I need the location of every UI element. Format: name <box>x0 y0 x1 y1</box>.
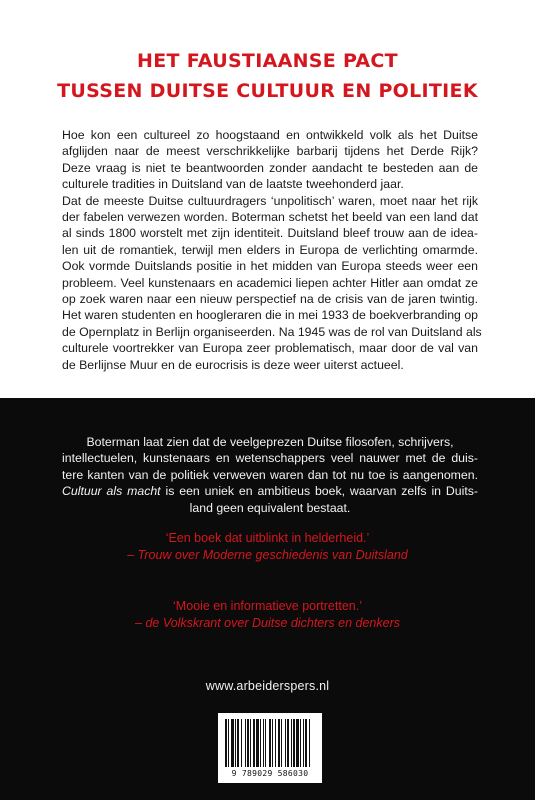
quote-attribution <box>0 615 535 632</box>
quote-prefix: – de Volkskrant over <box>135 615 252 630</box>
blurb-line: len uit de romantiek, terwijl men elders in Europa de verlichting omarmde. <box>62 242 478 257</box>
barcode-bar <box>293 719 295 767</box>
summary-line <box>62 483 478 499</box>
barcode-bar <box>260 719 261 767</box>
barcode-bar <box>272 719 273 767</box>
blurb-line: Deze vraag is niet te beantwoorden zonder aandacht te besteden aan de <box>62 160 478 175</box>
summary-line-rest: is een uniek en ambitieus boek, waarvan zelfs in Duits- <box>160 484 478 499</box>
barcode-bar <box>303 719 304 767</box>
barcode-bar <box>287 719 289 767</box>
headline <box>0 46 535 106</box>
review-quote-1 <box>0 530 535 563</box>
headline-line-2: TUSSEN DUITSE CULTUUR EN POLITIEK <box>57 80 478 102</box>
blurb-line: Het waren studenten en hoogleraren die in mei 1933 de boekverbranding op <box>62 308 478 323</box>
summary-text <box>62 434 478 516</box>
upper-white-panel <box>0 0 535 398</box>
summary-line: intellectuelen, kunstenaars en wetenschappers veel nauwer met de duis- <box>62 451 478 466</box>
barcode-bar <box>247 719 249 767</box>
quote-source: Duitse dichters en denkers <box>251 615 400 630</box>
quote-attribution <box>0 547 535 564</box>
barcode-bar <box>300 719 301 767</box>
blurb-line: probleem. Veel kunstenaars en academici liepen achter Hitler aan omdat ze <box>62 275 478 290</box>
barcode-bar <box>237 719 239 767</box>
barcode-bars <box>224 719 316 767</box>
barcode-bar <box>225 719 227 767</box>
summary-line: land geen equivalent bestaat. <box>189 500 351 515</box>
publisher-url: www.arbeiderspers.nl <box>205 679 330 693</box>
quote-source: Moderne geschiedenis van Duitsland <box>202 547 408 562</box>
blurb-line: de Opernplatz in Berlijn organiseerden. Na 1945 was de rol van Duitsland als <box>62 324 482 339</box>
blurb-line: al sinds 1800 worstelt met zijn identiteit. Duitsland bleef trouw aan de idea- <box>62 226 478 241</box>
barcode-bar <box>275 719 276 767</box>
barcode-bar <box>263 719 264 767</box>
blurb-line: culturele voortrekker van Europa zeer problematisch, maar door de val van <box>62 341 478 356</box>
blurb-line: culturele tradities in Duitsland van de laatste tweehonderd jaar. <box>62 177 404 192</box>
headline-line-1: HET FAUSTIAANSE PACT <box>137 50 398 72</box>
blurb-line: de Berlijnse Muur en de eurocrisis is deze weer uiterst actueel. <box>62 357 404 372</box>
barcode-bar <box>231 719 234 767</box>
barcode-bar <box>285 719 286 767</box>
summary-line: Boterman laat zien dat de veelgeprezen Duitse filosofen, schrijvers, <box>86 435 454 449</box>
barcode-bar <box>235 719 236 767</box>
blurb-line: Ook vormde Duitslands positie in het midden van Europa steeds weer een <box>62 259 478 274</box>
barcode-bar <box>250 719 251 767</box>
barcode-bar <box>278 719 280 767</box>
barcode-bar <box>309 719 310 767</box>
barcode-bar <box>241 719 242 767</box>
summary-line: tere kanten van de politiek verweven waren dan tot nu toe is aangenomen. <box>62 467 478 482</box>
isbn-number: 9 789029 586030 <box>231 769 309 778</box>
blurb-line: Hoe kon een cultureel zo hoogstaand en ontwikkeld volk als het Duitse <box>62 128 478 142</box>
book-title: Cultuur als macht <box>62 484 161 499</box>
quote-text: ‘Een boek dat uitblinkt in helderheid.’ <box>165 531 370 545</box>
barcode <box>218 713 322 783</box>
quote-prefix: – Trouw over <box>127 547 203 562</box>
barcode-bar <box>253 719 255 767</box>
quote-text: ‘Mooie en informatieve portretten.’ <box>173 599 362 613</box>
barcode-bar <box>281 719 282 767</box>
blurb-line: op zoek waren naar een nieuw perspectief na de crisis van de jaren twintig. <box>62 292 478 307</box>
barcode-bar <box>228 719 229 767</box>
blurb-line: der fabelen verwezen worden. Boterman schetst het beeld van een land dat <box>62 210 478 225</box>
barcode-bar <box>296 719 299 767</box>
barcode-bar <box>245 719 246 767</box>
blurb-text <box>62 127 482 373</box>
barcode-bar <box>265 719 266 767</box>
barcode-bar <box>305 719 307 767</box>
barcode-bar <box>256 719 259 767</box>
review-quote-2 <box>0 598 535 631</box>
blurb-line: Dat de meeste Duitse cultuurdragers ‘unpolitisch’ waren, moet naar het rijk <box>62 193 478 208</box>
barcode-bar <box>291 719 292 767</box>
blurb-line: afglijden naar de meest verschrikkelijke barbarij tijdens het Derde Rijk? <box>62 144 478 159</box>
barcode-bar <box>269 719 271 767</box>
